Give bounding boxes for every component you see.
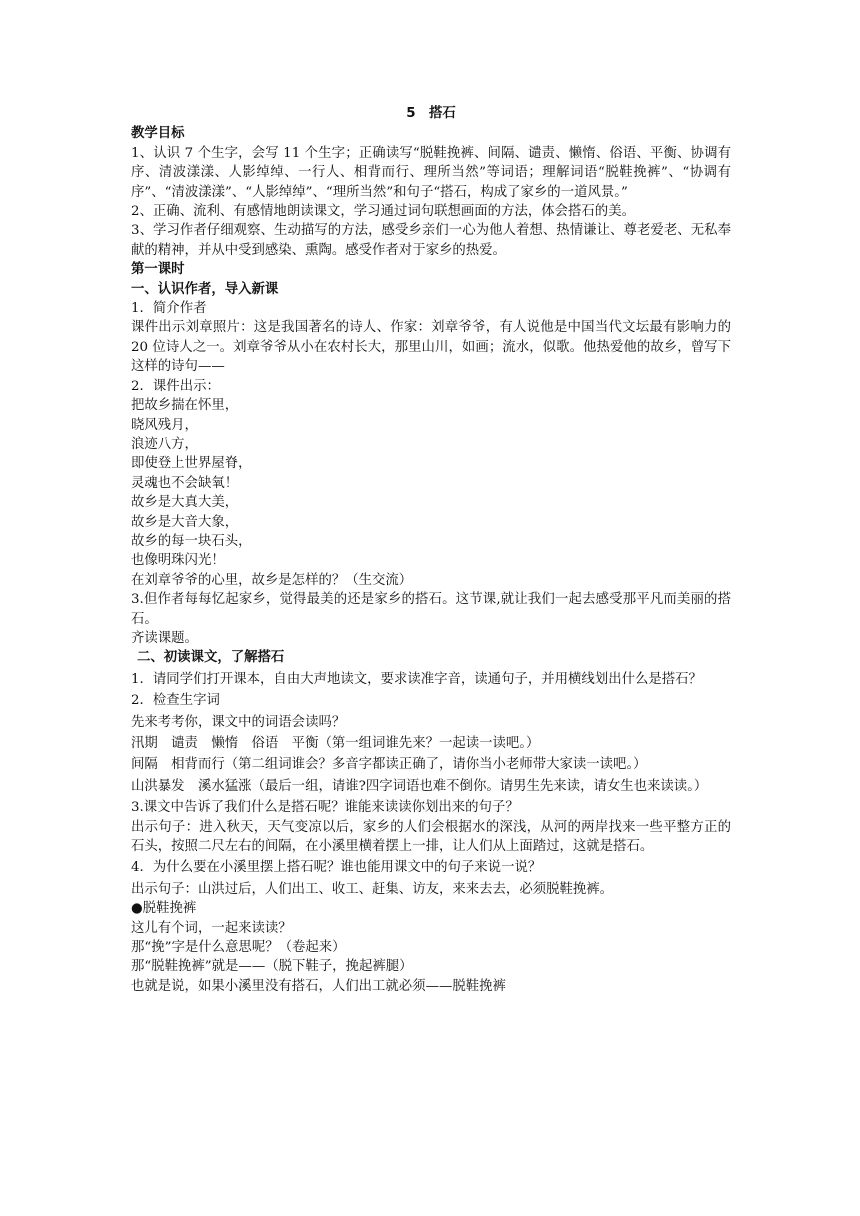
poem-line: 也像明珠闪光！ — [131, 553, 225, 569]
paragraph: 在刘章爷爷的心里，故乡是怎样的？（生交流） — [131, 572, 413, 588]
poem-line: 即使登上世界屋脊， — [131, 456, 252, 472]
poem-line: 浪迹八方， — [131, 436, 198, 452]
lesson-period-heading: 第一课时 — [131, 262, 185, 278]
step-item: 3.但作者每每忆起家乡，觉得最美的还是家乡的搭石。这节课,就让我们一起去感受那平凡而美丽的搭石。 — [131, 592, 731, 627]
paragraph: 也就是说，如果小溪里没有搭石，人们出工就必须——脱鞋挽裤 — [131, 978, 506, 994]
paragraph: 先来考考你，课文中的词语会读吗？ — [131, 714, 346, 730]
poem-line: 把故乡揣在怀里， — [131, 398, 239, 414]
vocab-group: 山洪暴发 溪水猛涨（最后一组，请谁?四字词语也难不倒你。请男生先来读，请女生也来读读。） — [131, 778, 708, 794]
lesson-title: 5 搭石 — [406, 106, 456, 121]
poem-line: 故乡是大真大美， — [131, 495, 239, 511]
poem-line: 灵魂也不会缺氧！ — [131, 475, 239, 491]
vocab-group: 汛期 谴责 懒惰 俗语 平衡（第一组词谁先来？一起读一读吧。） — [131, 736, 540, 751]
step-item: 3.课文中告诉了我们什么是搭石呢？谁能来读读你划出来的句子？ — [131, 800, 519, 816]
paragraph: 那“挽”字是什么意思呢？（卷起来） — [131, 940, 346, 956]
document-page — [131, 104, 731, 996]
paragraph: 那“脱鞋挽裤”就是——（脱下鞋子，挽起裤腿） — [131, 959, 413, 975]
vocab-group: 间隔 相背而行（第二组词谁会？多音字都读正确了，请你当小老师带大家读一读吧。） — [131, 757, 647, 773]
bullet-term: ●脱鞋挽裤 — [131, 901, 197, 917]
poem-line: 晓风残月， — [131, 417, 198, 433]
paragraph: 这儿有个词，一起来读读？ — [131, 920, 292, 936]
paragraph: 课件出示刘章照片：这是我国著名的诗人、作家：刘章爷爷，有人说他是中国当代文坛最有影响力的 20 位诗人之一。刘章爷爷从小在农村长大，那里山川，如画；流水，似歌。他热爱他的故乡，曾写下这样的诗句—— — [131, 320, 731, 375]
step-item: 4．为什么要在小溪里摆上搭石呢？谁也能用课文中的句子来说一说？ — [131, 860, 542, 876]
goal-item: 2、正确、流利、有感情地朗读课文，学习通过词句联想画面的方法，体会搭石的美。 — [131, 204, 635, 220]
poem-line: 故乡是大音大象， — [131, 514, 239, 530]
step-item: 1．简介作者 — [131, 301, 207, 317]
section-heading-goals: 教学目标 — [131, 126, 185, 142]
quote: 出示句子：进入秋天，天气变凉以后，家乡的人们会根据水的深浅，从河的两岸找来一些平整方正的石头，按照二尺左右的间隔，在小溪里横着摆上一排，让人们从上面踏过，这就是搭石。 — [131, 819, 731, 855]
step-item: 2．检查生字词 — [131, 693, 220, 709]
part-heading: 二、初读课文，了解搭石 — [137, 650, 285, 666]
quote: 出示句子：山洪过后，人们出工、收工、赶集、访友，来来去去，必须脱鞋挽裤。 — [131, 881, 614, 897]
paragraph: 齐读课题。 — [131, 630, 198, 646]
step-item: 2．课件出示： — [131, 378, 220, 394]
goal-item: 1、认识 7 个生字，会写 11 个生字；正确读写“脱鞋挽裤、间隔、谴责、懒惰、俗语、平衡、协调有序、清波漾漾、人影绰绰、一行人、相背而行、理所当然”等词语；理解词语“脱鞋挽裤”、“协调有序”、“清波漾漾”、“人影绰绰”、“理所当然”和句子“搭石，构成了家乡的一道风景。” — [131, 145, 731, 200]
poem-line: 故乡的每一块石头， — [131, 533, 252, 549]
part-heading: 一、认识作者，导入新课 — [131, 281, 279, 297]
step-item: 1．请同学们打开课本，自由大声地读文，要求读准字音，读通句子，并用横线划出什么是搭石？ — [131, 671, 702, 687]
goal-item: 3、学习作者仔细观察、生动描写的方法，感受乡亲们一心为他人着想、热情谦让、尊老爱老、无私奉献的精神，并从中受到感染、熏陶。感受作者对于家乡的热爱。 — [131, 223, 731, 258]
